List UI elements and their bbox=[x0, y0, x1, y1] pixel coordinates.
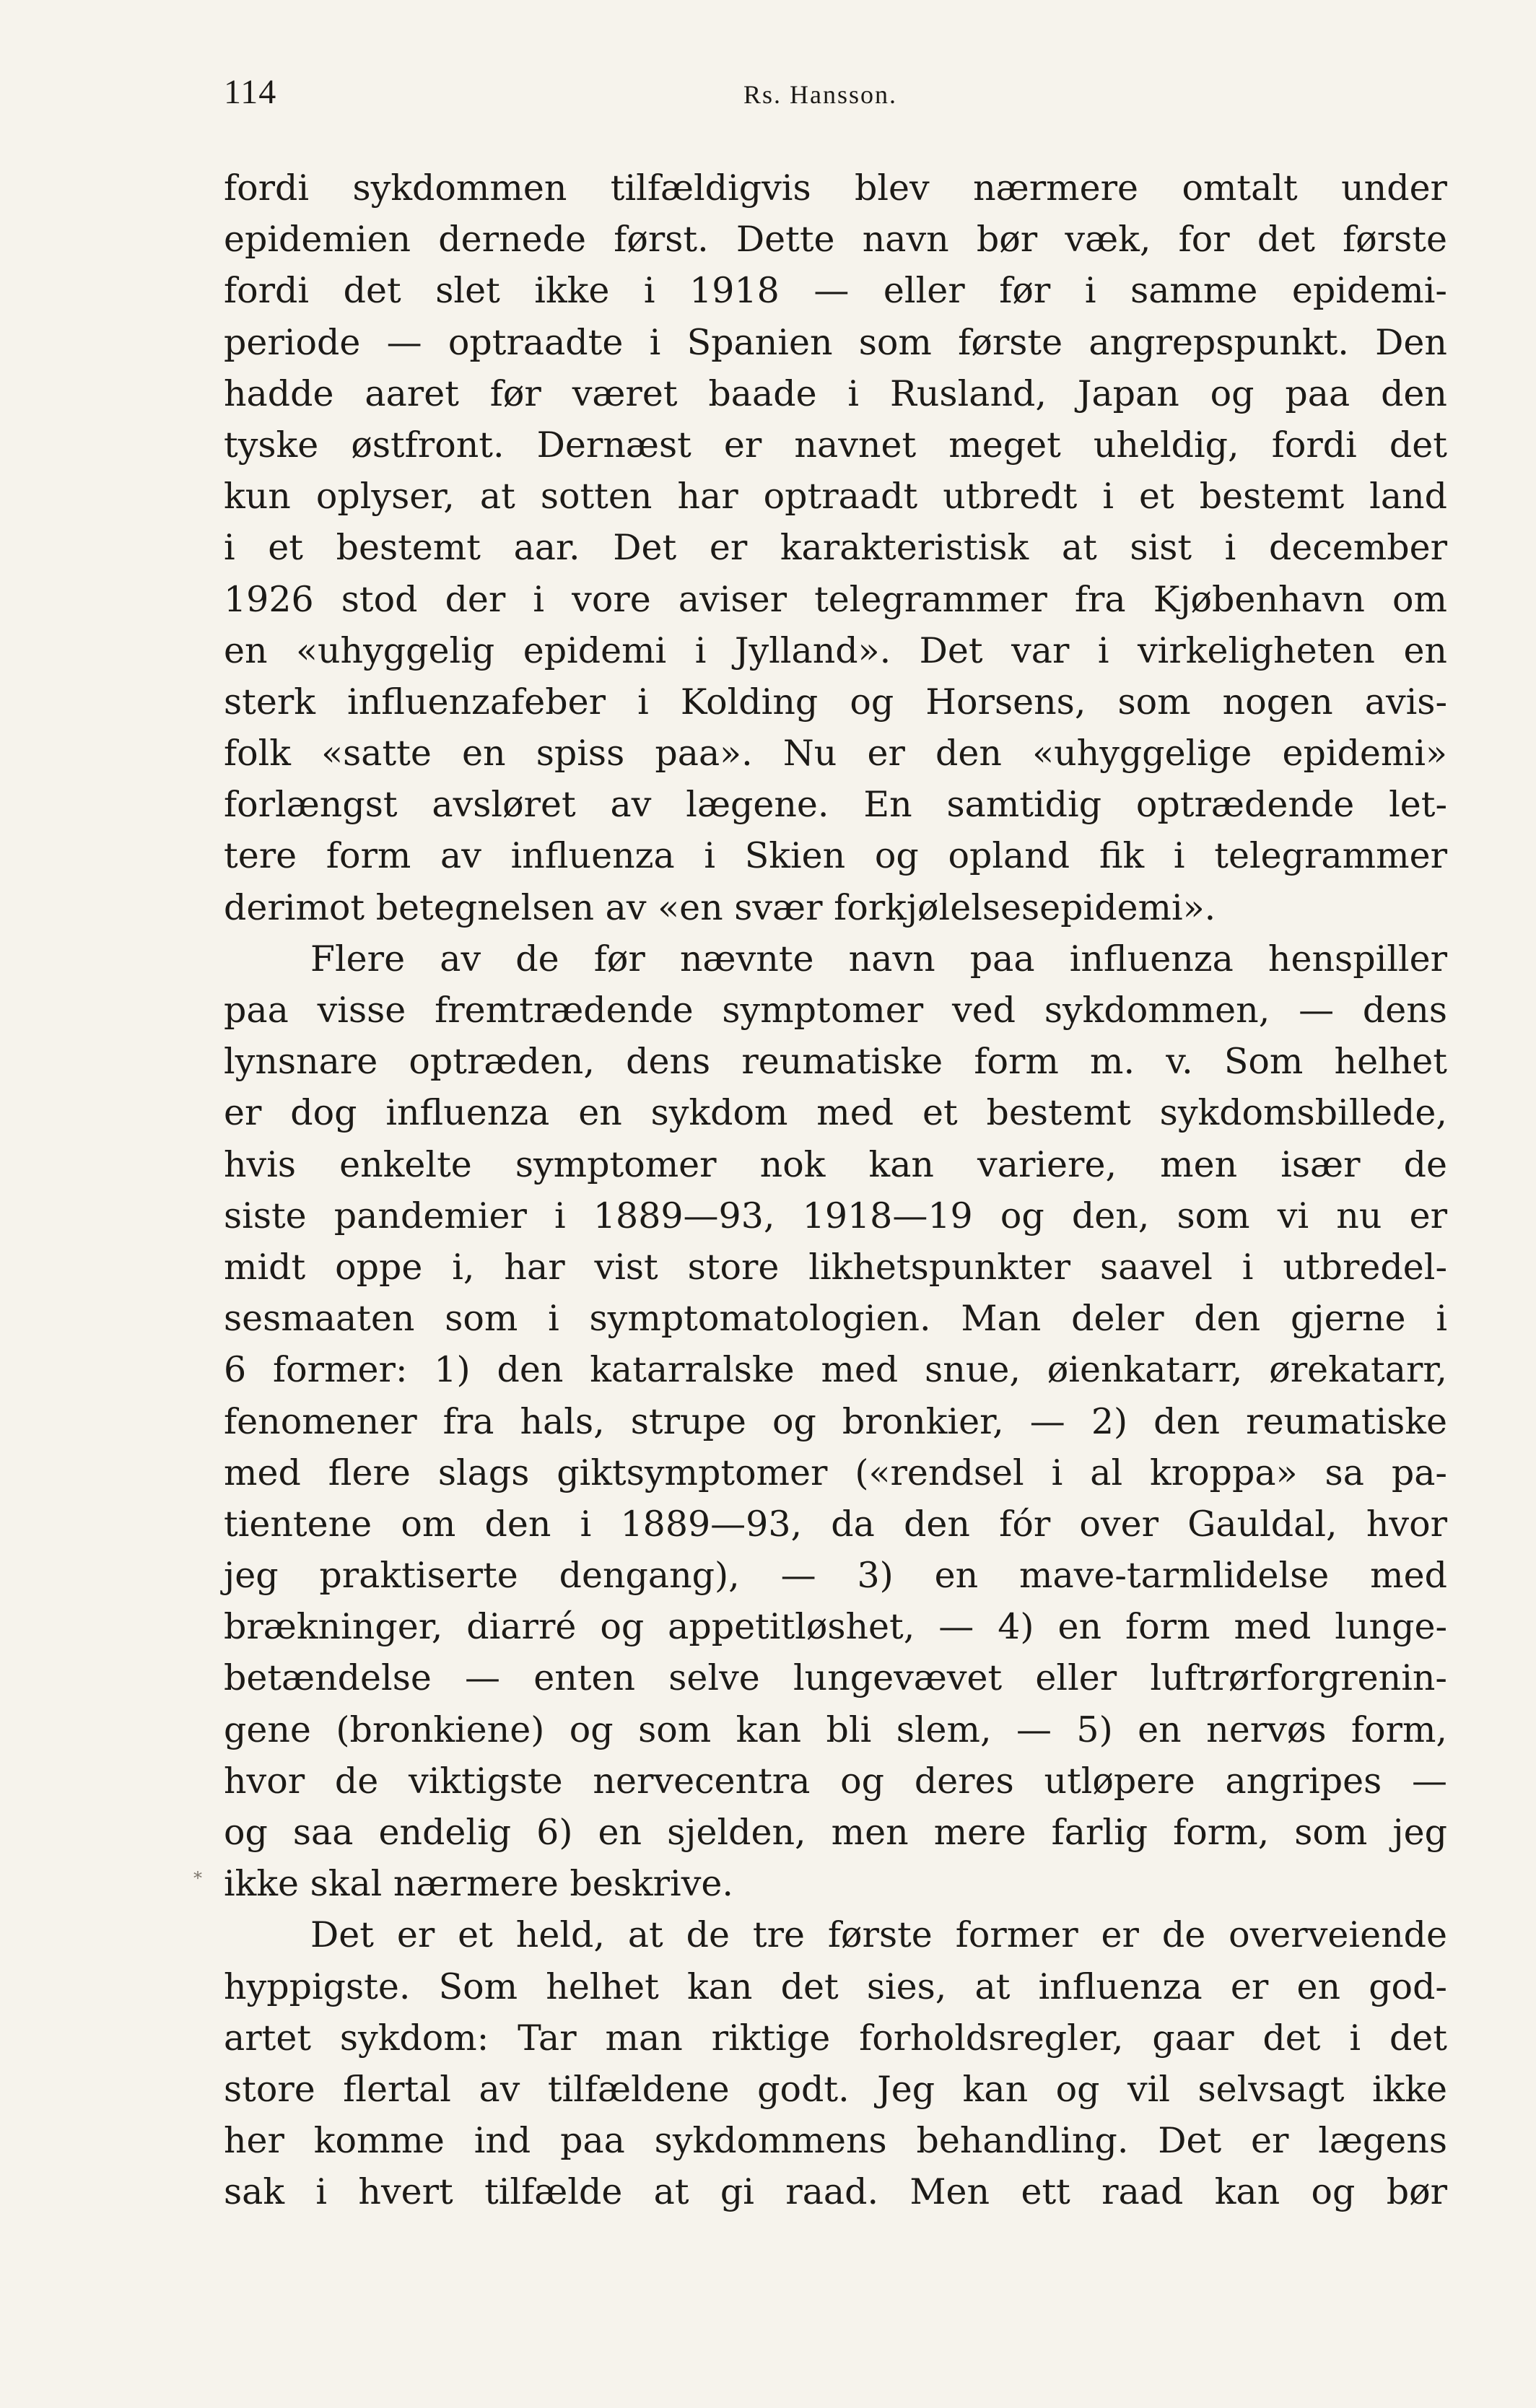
text-line: ikke skal nærmere beskrive. bbox=[224, 1863, 733, 1905]
text-line: tientene om den i 1889—93, da den fór over Gauldal, hvor bbox=[224, 1503, 1447, 1545]
text-line: derimot betegnelsen av «en svær forkjølelsesepidemi». bbox=[224, 886, 1216, 928]
text-line: sterk influenzafeber i Kolding og Horsens, som nogen avis- bbox=[224, 681, 1447, 723]
text-line: forlængst avsløret av lægene. En samtidig optrædende let- bbox=[224, 784, 1447, 826]
text-line: betændelse — enten selve lungevævet eller luftrørforgrenin- bbox=[224, 1657, 1447, 1699]
text-line: midt oppe i, har vist store likhetspunkter saavel i utbredel- bbox=[224, 1246, 1447, 1288]
text-line: i et bestemt aar. Det er karakteristisk at sist i december bbox=[224, 527, 1447, 569]
text-line: tere form av influenza i Skien og opland fik i telegrammer bbox=[224, 835, 1447, 877]
paragraph-start-line: Det er et held, at de tre første former er de overveiende bbox=[310, 1914, 1447, 1956]
margin-mark: * bbox=[193, 1868, 202, 1888]
text-line: tyske østfront. Dernæst er navnet meget uheldig, fordi det bbox=[224, 424, 1447, 466]
text-line: hadde aaret før været baade i Rusland, Japan og paa den bbox=[224, 372, 1447, 414]
text-line: og saa endelig 6) en sjelden, men mere farlig form, som jeg bbox=[224, 1812, 1447, 1853]
text-line: artet sykdom: Tar man riktige forholdsregler, gaar det i det bbox=[224, 2017, 1447, 2059]
text-line: fenomener fra hals, strupe og bronkier, — 2) den reumatiske bbox=[224, 1400, 1447, 1442]
text-line: er dog influenza en sykdom med et bestemt sykdomsbillede, bbox=[224, 1092, 1447, 1134]
text-line: med flere slags giktsymptomer («rendsel i al kroppa» sa pa- bbox=[224, 1452, 1447, 1493]
text-line: hvor de viktigste nervecentra og deres utløpere angripes — bbox=[224, 1760, 1447, 1802]
text-line: gene (bronkiene) og som kan bli slem, — 5) en nervøs form, bbox=[224, 1709, 1447, 1750]
text-line: fordi det slet ikke i 1918 — eller før i samme epidemi- bbox=[224, 270, 1447, 312]
running-head: Rs. Hansson. bbox=[743, 80, 898, 109]
text-line: sesmaaten som i symptomatologien. Man deler den gjerne i bbox=[224, 1298, 1447, 1340]
text-line: kun oplyser, at sotten har optraadt utbredt i et bestemt land bbox=[224, 476, 1447, 518]
text-line: epidemien dernede først. Dette navn bør væk, for det første bbox=[224, 219, 1447, 261]
text-line: en «uhyggelig epidemi i Jylland». Det var i virkeligheten en bbox=[224, 629, 1447, 671]
text-line: periode — optraadte i Spanien som første angrepspunkt. Den bbox=[224, 321, 1447, 363]
text-line: hyppigste. Som helhet kan det sies, at influenza er en god- bbox=[224, 1966, 1447, 2007]
text-line: paa visse fremtrædende symptomer ved sykdommen, — dens bbox=[224, 990, 1447, 1031]
page-number: 114 bbox=[224, 73, 277, 111]
text-line: her komme ind paa sykdommens behandling. Det er lægens bbox=[224, 2120, 1447, 2162]
text-line: fordi sykdommen tilfældigvis blev nærmere omtalt under bbox=[224, 167, 1447, 209]
text-line: brækninger, diarré og appetitløshet, — 4) en form med lunge- bbox=[224, 1606, 1447, 1648]
text-line: 1926 stod der i vore aviser telegrammer fra Kjøbenhavn om bbox=[224, 578, 1447, 620]
page-header bbox=[224, 72, 1451, 130]
paragraph-start-line: Flere av de før nævnte navn paa influenza henspiller bbox=[310, 938, 1447, 980]
text-line: folk «satte en spiss paa». Nu er den «uhyggelige epidemi» bbox=[224, 733, 1447, 775]
text-line: lynsnare optræden, dens reumatiske form m. v. Som helhet bbox=[224, 1041, 1447, 1083]
body-text bbox=[224, 162, 1447, 2218]
text-line: sak i hvert tilfælde at gi raad. Men ett raad kan og bør bbox=[224, 2171, 1447, 2213]
text-line: 6 former: 1) den katarralske med snue, øienkatarr, ørekatarr, bbox=[224, 1349, 1447, 1391]
text-line: hvis enkelte symptomer nok kan variere, men især de bbox=[224, 1143, 1447, 1185]
text-line: store flertal av tilfældene godt. Jeg kan og vil selvsagt ikke bbox=[224, 2068, 1447, 2110]
text-line: jeg praktiserte dengang), — 3) en mave-tarmlidelse med bbox=[224, 1555, 1447, 1597]
text-line: siste pandemier i 1889—93, 1918—19 og den, som vi nu er bbox=[224, 1195, 1447, 1236]
